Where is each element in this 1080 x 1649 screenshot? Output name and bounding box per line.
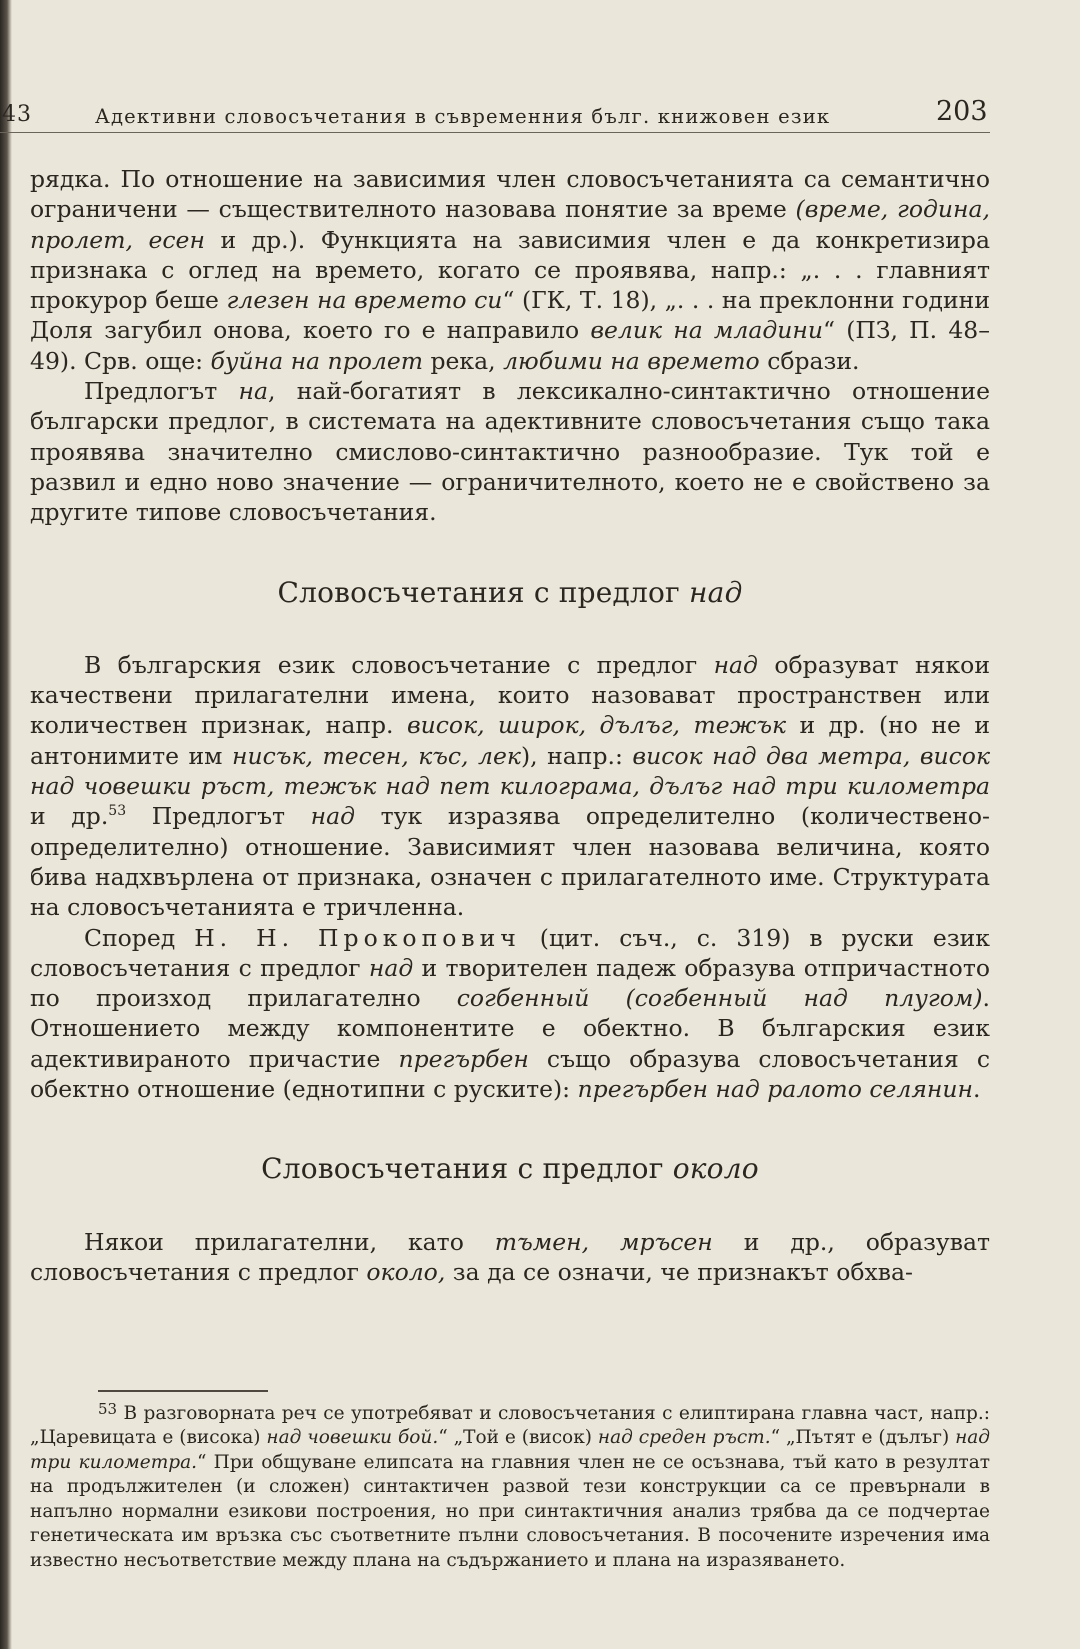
page-number: 203: [936, 96, 988, 127]
heading-text: Словосъчетания с предлог: [277, 575, 690, 609]
section-heading-nad: [30, 575, 990, 609]
text-run: Предлогът: [84, 377, 239, 406]
text-run: “ (ПЗ, П. 48–49). Срв. още:: [30, 316, 990, 375]
italic-run: прегърбен над ралото селянин: [577, 1075, 974, 1104]
text-run: за да се означи, че признакът обхва-: [445, 1257, 913, 1286]
italic-run: на: [238, 377, 269, 406]
footnote-53: [30, 1399, 991, 1574]
heading-italic: около: [672, 1152, 759, 1186]
text-run: (цит. съч., с. 319) в руски език словосъчетания с предлог: [30, 923, 990, 982]
text-run: Някои прилагателни, като: [84, 1227, 495, 1256]
footnote-divider: [98, 1390, 268, 1392]
italic-run: велик на младини: [590, 316, 824, 345]
italic-run: (време, година, пролет, есен: [30, 195, 991, 254]
text-run: образуват някои качествени прилагателни имена, които назовават пространствен или количествен признак, напр.: [30, 650, 990, 740]
text-run: Предлогът: [126, 802, 311, 831]
paragraph-okolo-1: [30, 1227, 990, 1288]
running-title: Адективни словосъчетания в съвременния бълг. книжовен език: [95, 105, 831, 128]
italic-run: прегърбен: [398, 1044, 529, 1073]
italic-run: над: [310, 802, 356, 831]
text-run: “ (ГК, Т. 18), „. . . на преклонни години Доля загубил онова, което го е направило: [30, 286, 991, 345]
text-run: “ При общуване елипсата на главния член не се осъзнава, тъй като в резултат на продължителен (и сложен) синтактичен развой тези конструкции са се превърнали в напълно нормални езикови построения, но при синтактичния анализ трябва да се подчертае генетическата им връзка със съответните пълни словосъчетания. В посочените изречения има известно несъответствие между плана на съдържанието и плана на изразяването.: [30, 1451, 990, 1571]
text-run: . Отношението между компонентите е обектно. В българския език адективираното причастие: [30, 984, 990, 1073]
text-run: .: [973, 1075, 981, 1104]
author-name-spaced: Н. Н. Прокопович: [194, 923, 521, 952]
italic-run: висок над два метра, висок над човешки ръст, тежък над пет килограма, дълъг над три километра: [30, 741, 990, 801]
text-run: “ „Пътят е (дълъг): [770, 1427, 956, 1448]
text-run: В разговорната реч се употребяват и словосъчетания с елиптирана главна част, напр.: „Царевицата е (висока): [30, 1402, 990, 1448]
italic-run: буйна на пролет: [210, 346, 424, 375]
italic-run: над среден ръст.: [597, 1427, 771, 1448]
paragraph-nad-1: [30, 650, 990, 923]
text-run: и др. (но не и антонимите им: [30, 711, 990, 770]
text-run: тук изразява определително (количествено-определително) отношение. Зависимият член назовава величина, която бива надхвърлена от признака, означен с прилагателното име. Структурата на словосъчетанията е тричленна.: [30, 802, 990, 922]
italic-run: около,: [366, 1257, 446, 1286]
italic-run: над: [368, 953, 414, 982]
footnote-number: 53: [98, 1399, 118, 1418]
italic-run: висок, широк, дълъг, тежък: [406, 711, 787, 740]
text-run: и др., образуват словосъчетания с предлог: [30, 1227, 990, 1286]
text-run: ), напр.:: [520, 741, 633, 770]
footnotes: [30, 1390, 990, 1573]
text-run: и др.). Функцията на зависимия член е да конкретизира признака с оглед на времето, когато се проявява, напр.: „. . . главният прокурор беше: [30, 225, 990, 315]
heading-text: Словосъчетания с предлог: [261, 1152, 673, 1186]
section-heading-okolo: [30, 1154, 990, 1184]
book-binding-shadow: [0, 0, 12, 1649]
italic-run: согбенный (согбенный над плугом): [456, 984, 983, 1013]
footnote-reference[interactable]: 53: [108, 803, 127, 820]
paragraph-time-constraint: [30, 164, 990, 376]
italic-run: над три километра.: [30, 1427, 991, 1473]
text-run: рядка. По отношение на зависимия член словосъчетанията са семантично ограничени — съществителното назовава понятие за време: [30, 165, 990, 224]
main-text: [30, 164, 990, 1287]
paragraph-preposition-na: [30, 376, 990, 527]
running-header: [0, 96, 990, 133]
italic-run: над: [713, 650, 758, 679]
text-run: сбрази.: [759, 346, 860, 375]
italic-run: над човешки бой.: [266, 1427, 439, 1448]
italic-run: любими на времето: [503, 346, 760, 375]
italic-run: глезен на времето си: [226, 286, 503, 315]
paragraph-nad-2: [30, 923, 990, 1105]
text-run: Според: [84, 923, 195, 952]
text-run: и др.: [30, 802, 109, 831]
italic-run: нисък, тесен, къс, лек: [232, 741, 521, 770]
text-run: също образува словосъчетания с обектно отношение (еднотипни с руските):: [30, 1044, 990, 1104]
text-run: “ „Той е (висок): [438, 1427, 598, 1448]
text-run: , най-богатият в лексикално-синтактично отношение български предлог, в системата на адективните словосъчетания също така проявява значително смислово-синтактично разнообразие. Тук той е развил и едно ново значение — ограничителното, което не е свойствено за другите типове словосъчетания.: [30, 377, 990, 527]
facing-page-number: 43: [2, 102, 32, 127]
text-run: и творителен падеж образува отпричастното по произход прилагателно: [30, 953, 990, 1013]
italic-run: тъмен, мръсен: [494, 1227, 713, 1256]
text-run: В българския език словосъчетание с предлог: [84, 650, 714, 679]
text-run: река,: [423, 346, 504, 375]
heading-italic: над: [689, 575, 743, 609]
